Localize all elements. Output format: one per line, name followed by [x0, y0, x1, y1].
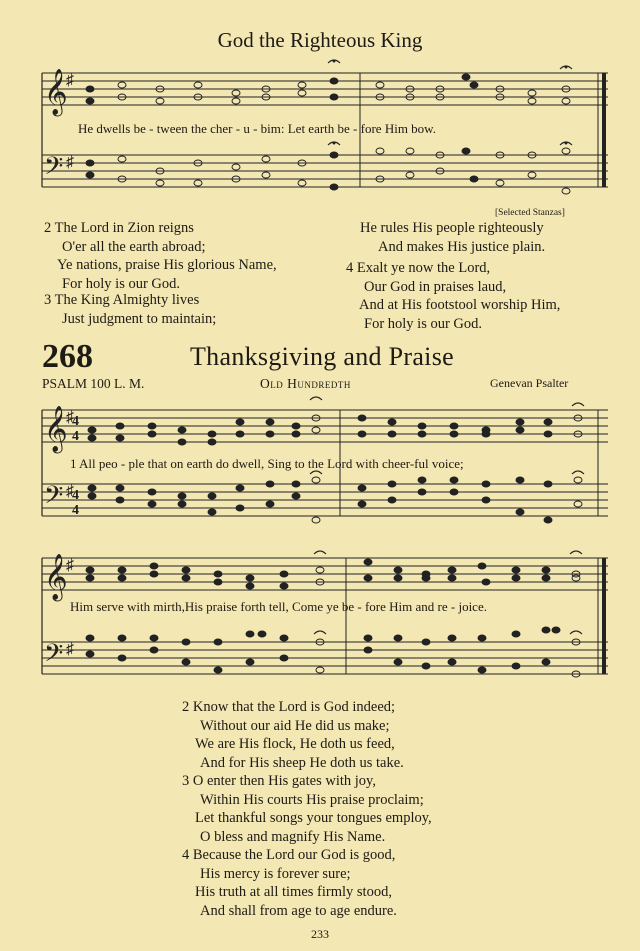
tune-name: Old Hundredth — [260, 376, 351, 391]
treble-clef-icon: 𝄞 — [44, 406, 68, 452]
svg-text:4: 4 — [72, 429, 79, 444]
bass-clef-icon: 𝄢 — [44, 481, 64, 516]
bass-staff-prev — [42, 155, 608, 187]
verse-3: 3 O enter then His gates with joy, Within His courts His praise proclaim; Let thankful songs your tongues employ, O bless and magnify His Name. — [182, 773, 432, 845]
stanza-note: [Selected Stanzas] — [495, 208, 565, 218]
lyric-line-1: 1 All peo - ple that on earth do dwell, Sing to the Lord with cheer-ful voice; — [70, 456, 464, 471]
sharp-icon: ♯ — [66, 72, 74, 89]
sharp-icon: ♯ — [66, 641, 74, 658]
lyric-line-prev: He dwells be - tween the cher - u - bim: Let earth be - fore Him bow. — [78, 121, 436, 136]
music-system-2 — [0, 540, 640, 690]
sharp-icon: ♯ — [66, 483, 74, 500]
svg-text:4: 4 — [72, 488, 79, 503]
treble-clef-icon: 𝄞 — [44, 69, 68, 115]
treble-clef-icon: 𝄞 — [44, 554, 68, 600]
page-number: 233 — [311, 927, 329, 941]
treble-staff-prev — [42, 73, 608, 105]
sharp-icon: ♯ — [66, 154, 74, 171]
svg-text:4: 4 — [72, 503, 79, 518]
verse-prev-2: 2 The Lord in Zion reigns O'er all the earth abroad; Ye nations, praise His glorious Name, For holy is our God. — [44, 220, 277, 292]
sharp-icon: ♯ — [66, 557, 74, 574]
psalm-meter: PSALM 100 L. M. — [42, 376, 145, 391]
sharp-icon: ♯ — [66, 409, 74, 426]
verse-2: 2 Know that the Lord is God indeed; Without our aid He did us make; We are His flock, He doth us feed, And for His sheep He doth us take. — [182, 699, 404, 771]
verse-prev-3-cont: He rules His people righteously And makes His justice plain. — [360, 220, 546, 255]
verse-prev-4: 4 Exalt ye now the Lord, Our God in praises laud, And at His footstool worship Him, For holy is our God. — [346, 260, 561, 332]
verse-prev-3: 3 The King Almighty lives Just judgment to maintain; — [44, 292, 217, 327]
lyric-line-2: Him serve with mirth,His praise forth tell, Come ye be - fore Him and re - joice. — [70, 599, 487, 614]
bass-clef-icon: 𝄢 — [44, 639, 64, 674]
time-signature: 4 — [72, 414, 79, 429]
hymn-title: Thanksgiving and Praise — [190, 342, 454, 371]
verse-4: 4 Because the Lord our God is good, His mercy is forever sure; His truth at all times firmly stood, And shall from age to age endure. — [182, 847, 397, 919]
hymn-title-prev: God the Righteous King — [217, 28, 423, 52]
tune-source: Genevan Psalter — [490, 376, 569, 390]
hymn-number: 268 — [42, 338, 93, 375]
bass-clef-icon: 𝄢 — [44, 152, 64, 187]
